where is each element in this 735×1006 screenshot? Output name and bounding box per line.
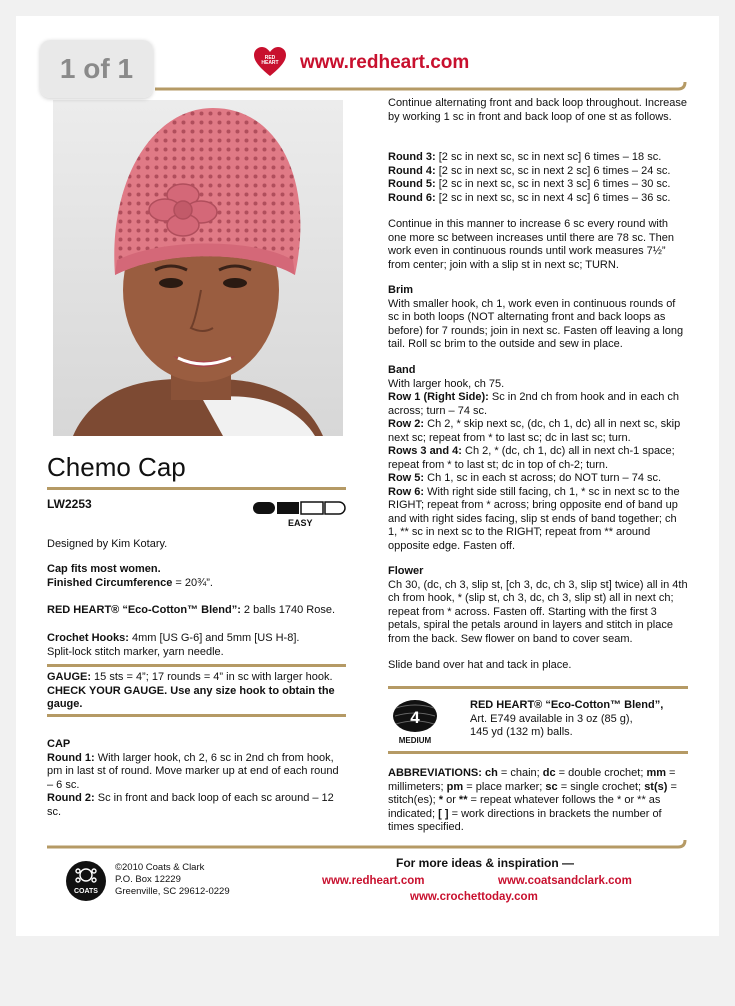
round-6: Round 6: [2 sc in next sc, sc in next 4 sc] 6 times – 36 sc. — [388, 191, 671, 204]
header-rule — [155, 80, 688, 91]
band-row-5: Row 5: Ch 1, sc in each st across; do NOT turn – 74 sc. — [388, 472, 662, 484]
po-box: P.O. Box 12229 — [115, 874, 181, 885]
flower-text: Ch 30, (dc, ch 3, slip st, [ch 3, dc, ch 3, slip st] twice) all in 4th ch from hook, * (slip st, ch 3, dc, ch 3, slip st) all in next ch; repeat from * across. Fasten off. Starting with the first 3 petals, spiral the petals around in layers and stitch in place from the back. Sew flower on band to cover seam. — [388, 578, 688, 645]
round-5: Round 5: [2 sc in next sc, sc in next 3 sc] 6 times – 30 sc. — [388, 178, 671, 190]
abbr-key: pm — [446, 780, 464, 793]
band-section — [388, 364, 688, 553]
yarn-weight-number: 4 — [410, 708, 420, 727]
yarn-weight-label: MEDIUM — [398, 736, 432, 745]
more-ideas: For more ideas & inspiration — — [396, 856, 575, 870]
coats-logo-text: COATS — [74, 888, 98, 895]
abbr-value: = double crochet; — [555, 767, 647, 779]
hooks-label: Crochet Hooks: — [47, 632, 129, 644]
copyright: ©2010 Coats & Clark — [115, 862, 205, 873]
finish-text: Slide band over hat and tack in place. — [388, 659, 572, 671]
band-heading: Band — [388, 364, 416, 376]
band-row-1: Row 1 (Right Side): Sc in 2nd ch from hook and in each ch across; turn – 74 sc. — [388, 391, 679, 417]
rounds-list — [388, 151, 688, 205]
abbr-key: sc — [545, 780, 558, 793]
abbr-key: dc — [542, 767, 556, 779]
abbr-value: = repeat whatever follows the * or ** as indicated; — [388, 794, 661, 820]
gauge-label: GAUGE: — [47, 671, 91, 683]
brim-section — [388, 284, 688, 352]
abbr-value: = single crochet; — [557, 780, 645, 793]
band-rows-3-4: Rows 3 and 4: Ch 2, * (dc, ch 1, dc) all in next ch-1 space; repeat from * to last st; dc in top of ch-2; turn. — [388, 445, 675, 471]
abbr-key: mm — [646, 767, 666, 779]
fits-note: Cap fits most women. — [47, 563, 161, 575]
yarn-box-title: RED HEART® “Eco-Cotton™ Blend”, — [470, 699, 664, 711]
yarn-weight-icon — [390, 698, 440, 746]
gauge-check: CHECK YOUR GAUGE. Use any size hook to obtain the gauge. — [47, 684, 335, 710]
flower-heading: Flower — [388, 565, 424, 577]
coats-logo-icon — [66, 861, 106, 901]
svg-text:RED: RED — [264, 55, 276, 61]
brim-text: With smaller hook, ch 1, work even in continuous rounds of sc in both loops (NOT alternating front and back loops as before) for 7 rounds; join in next sc. Fasten off leaving a long tail. Roll sc brim to the outside and sew in place. — [388, 297, 684, 350]
abbr-key: ch — [484, 767, 498, 779]
page-counter: 1 of 1 — [40, 40, 153, 98]
abbr-key: ** — [458, 794, 468, 806]
brim-heading: Brim — [388, 284, 414, 296]
pattern-number: LW2253 — [47, 497, 92, 511]
footer-link-coatsandclark[interactable]: www.coatsandclark.com — [498, 875, 632, 887]
notions: Split-lock stitch marker, yarn needle. — [47, 645, 224, 658]
hooks-value: 4mm [US G-6] and 5mm [US H-8]. — [128, 632, 300, 644]
yarn-box-rule-top — [388, 686, 688, 689]
band-intro: With larger hook, ch 75. — [388, 377, 505, 390]
abbr-key: st(s) — [644, 780, 668, 793]
abbr-value: = stitch(es); — [388, 780, 677, 806]
yarn-info — [47, 604, 347, 618]
abbr-value: = millimeters; — [388, 767, 676, 793]
cap-heading: CAP — [47, 738, 71, 750]
pattern-title: Chemo Cap — [47, 452, 186, 482]
abbr-value: or — [443, 794, 459, 806]
cap-section — [47, 738, 347, 819]
circumference-label: Finished Circumference — [47, 576, 173, 589]
designer-credit: Designed by Kim Kotary. — [47, 538, 168, 550]
round-2-label: Round 2: — [47, 792, 95, 804]
abbr-value: = work directions in brackets the number of times specified. — [388, 807, 662, 833]
abbr-value: = chain; — [497, 767, 543, 779]
increase-intro: Continue alternating front and back loop throughout. Increase by working 1 sc in front and back loop of one st as follows. — [388, 97, 688, 123]
continue-text: Continue in this manner to increase 6 sc every round with one more sc between increases until there are 78 sc. Then work even in continuous rounds until work measures 7½” from center; join with a slip st in next sc; TURN. — [388, 218, 674, 271]
abbreviations — [388, 767, 688, 835]
title-rule — [47, 487, 346, 490]
round-3: Round 3: [2 sc in next sc, sc in next sc] 6 times – 18 sc. — [388, 151, 662, 163]
size-info — [47, 563, 347, 590]
round-1-label: Round 1: — [47, 751, 95, 764]
yarn-box-line-2: 145 yd (132 m) balls. — [470, 726, 573, 738]
gauge-rule-bottom — [47, 714, 346, 717]
footer-rule — [47, 838, 688, 849]
yarn-box-line-1: Art. E749 available in 3 oz (85 g), — [470, 712, 633, 725]
yarn-value: 2 balls 1740 Rose. — [240, 604, 336, 616]
city-state: Greenville, SC 29612-0229 — [115, 886, 230, 897]
round-2-text: Sc in front and back loop of each sc around – 12 sc. — [47, 792, 334, 818]
red-heart-logo-icon — [253, 47, 287, 77]
abbreviations-heading: ABBREVIATIONS: — [388, 767, 482, 779]
abbr-key: [ ] — [438, 807, 449, 820]
gauge-rule-top — [47, 664, 346, 667]
company-address — [115, 862, 295, 898]
flower-section — [388, 565, 688, 646]
yarn-label: RED HEART® “Eco-Cotton™ Blend”: — [47, 604, 241, 616]
yarn-box-rule-bottom — [388, 751, 688, 754]
header-website[interactable]: www.redheart.com — [300, 52, 470, 73]
svg-text:HEART: HEART — [261, 60, 279, 66]
footer-link-redheart[interactable]: www.redheart.com — [322, 875, 425, 887]
gauge-box — [47, 671, 347, 712]
hooks-info — [47, 632, 347, 659]
band-row-2: Row 2: Ch 2, * skip next sc, (dc, ch 1, dc) all in next sc, skip next sc; repeat from * to last sc; dc in last sc; turn. — [388, 418, 681, 444]
round-1-text: With larger hook, ch 2, 6 sc in 2nd ch from hook, pm in last st of round. Move marker up at end of each round – 6 sc. — [47, 751, 339, 791]
band-row-6: Row 6: With right side still facing, ch 1, * sc in next sc to the RIGHT; repeat from * across; bring opposite end of band up and with right sides facing, slip st ends of band together; ch 1, ** sc in next sc to the RIGHT; repeat from ** around opposite edge. Fasten off. — [388, 485, 680, 552]
skill-level-label: EASY — [288, 518, 313, 528]
abbr-key: * — [438, 794, 444, 806]
skill-level-meter — [252, 500, 348, 516]
footer-link-crochettoday[interactable]: www.crochettoday.com — [410, 891, 538, 903]
yarn-box-text — [470, 699, 690, 740]
circumference-value: = 20¾”. — [172, 576, 213, 589]
abbr-value: = place marker; — [463, 780, 546, 793]
gauge-value: 15 sts = 4”; 17 rounds = 4” in sc with larger hook. — [91, 671, 333, 683]
round-4: Round 4: [2 sc in next sc, sc in next 2 sc] 6 times – 24 sc. — [388, 164, 671, 177]
model-photo — [53, 100, 343, 436]
